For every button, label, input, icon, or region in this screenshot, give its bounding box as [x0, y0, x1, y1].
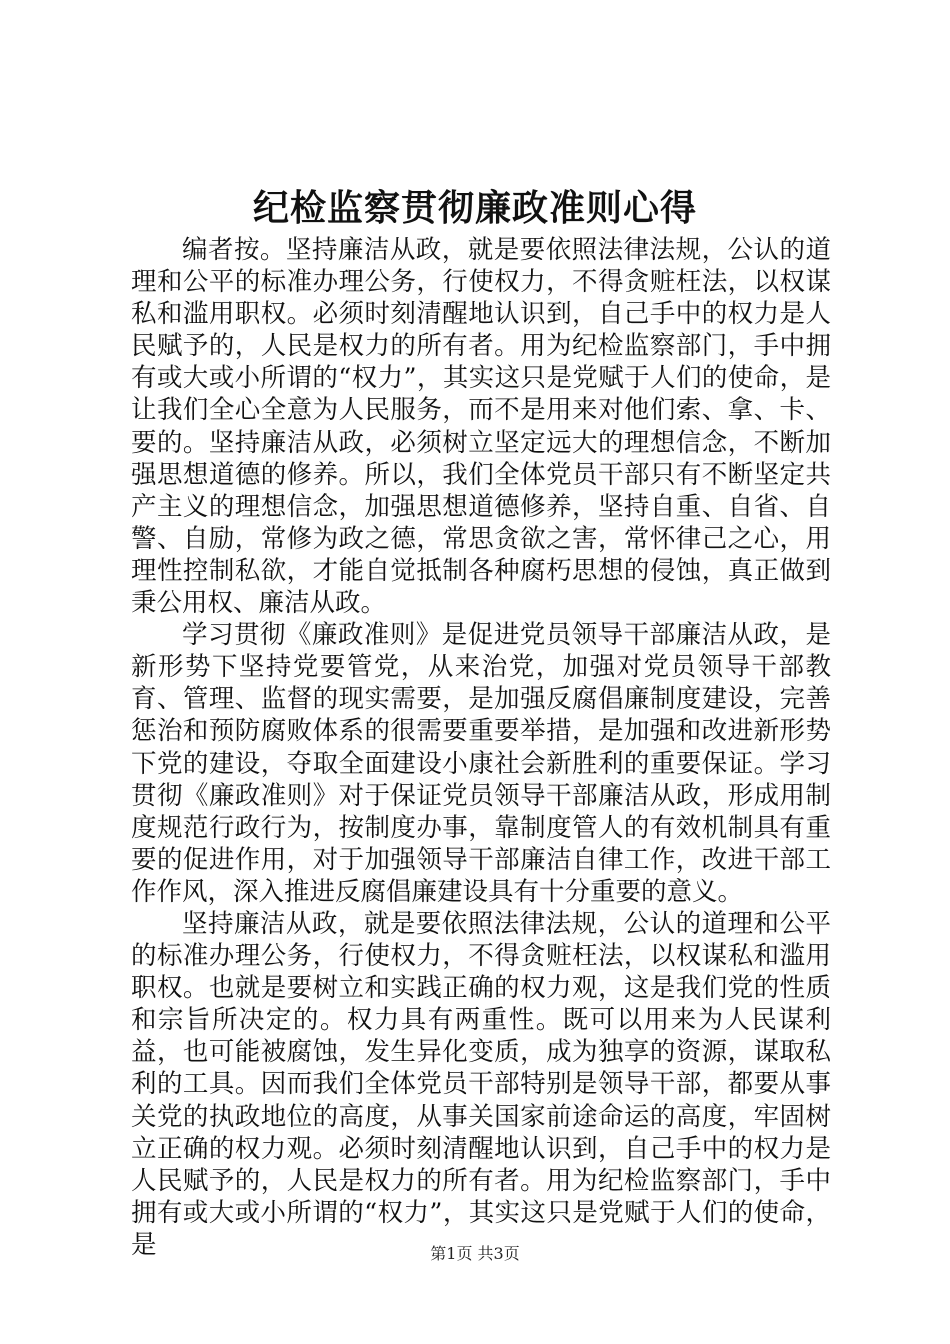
paragraph-editor-note: 编者按。坚持廉洁从政，就是要依照法律法规，公认的道理和公平的标准办理公务，行使权力，不得贪赃枉法，以权谋私和滥用职权。必须时刻清醒地认识到，自己手中的权力是人民赋予的，人民是权力的所有者。用为纪检监察部门，手中拥有或大或小所谓的“权力”，其实这只是党赋于人们的使命，是让我们全心全意为人民服务，而不是用来对他们索、拿、卡、要的。坚持廉洁从政，必须树立坚定远大的理想信念，不断加强思想道德的修养。所以，我们全体党员干部只有不断坚定共产主义的理想信念，加强思想道德修养，坚持自重、自省、自警、自励，常修为政之德，常思贪欲之害，常怀律己之心，用理性控制私欲，才能自觉抵制各种腐朽思想的侵蚀，真正做到秉公用权、廉洁从政。: [131, 235, 831, 619]
paragraph-clean-governance: 坚持廉洁从政，就是要依照法律法规，公认的道理和公平的标准办理公务，行使权力，不得贪赃枉法，以权谋私和滥用职权。也就是要树立和实践正确的权力观，这是我们党的性质和宗旨所决定的。权力具有两重性。既可以用来为人民谋利益，也可能被腐蚀，发生异化变质，成为独享的资源，谋取私利的工具。因而我们全体党员干部特别是领导干部，都要从事关党的执政地位的高度，从事关国家前途命运的高度，牢固树立正确的权力观。必须时刻清醒地认识到，自己手中的权力是人民赋予的，人民是权力的所有者。用为纪检监察部门，手中拥有或大或小所谓的“权力”，其实这只是党赋于人们的使命，是: [131, 908, 831, 1260]
page-indicator: 第1页 共3页: [430, 1244, 520, 1263]
paragraph-study-guidelines: 学习贯彻《廉政准则》是促进党员领导干部廉洁从政，是新形势下坚持党要管党，从来治党，加强对党员领导干部教育、管理、监督的现实需要，是加强反腐倡廉制度建设，完善惩治和预防腐败体系的很需要重要举措，是加强和改进新形势下党的建设，夺取全面建设小康社会新胜利的重要保证。学习贯彻《廉政准则》对于保证党员领导干部廉洁从政，形成用制度规范行政行为，按制度办事，靠制度管人的有效机制具有重要的促进作用，对于加强领导干部廉洁自律工作，改进干部工作作风，深入推进反腐倡廉建设具有十分重要的意义。: [131, 620, 831, 907]
document-title: 纪检监察贯彻廉政准则心得: [252, 187, 697, 229]
